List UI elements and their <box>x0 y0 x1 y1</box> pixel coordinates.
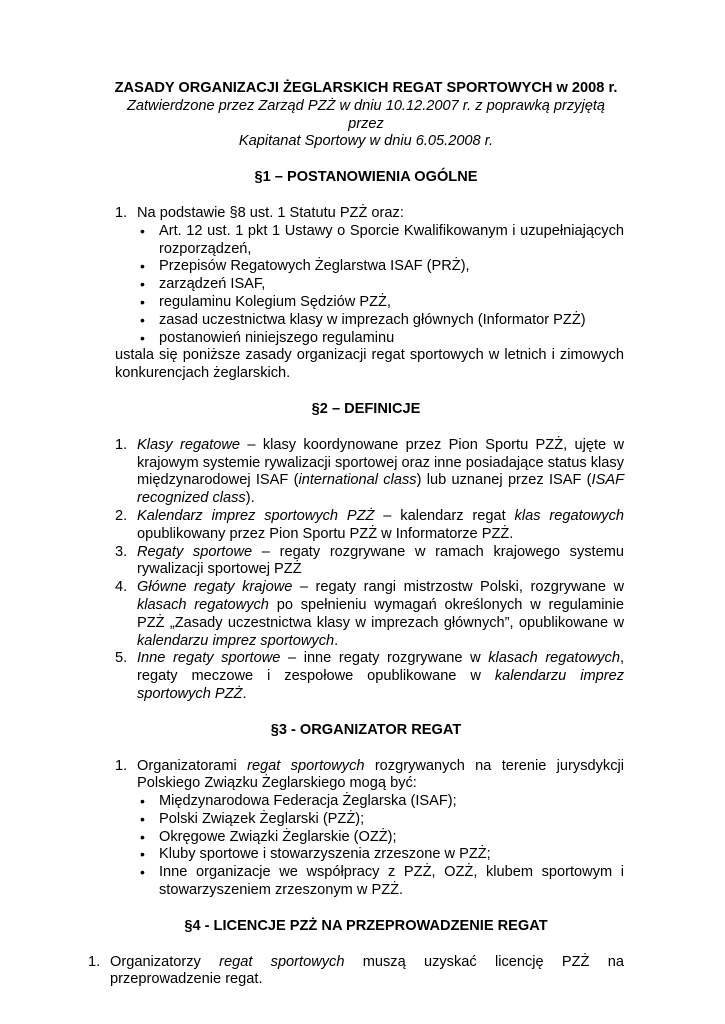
definition-text: – kalendarz regat <box>374 507 515 524</box>
list-number: 4. <box>115 579 128 596</box>
definition-text: . <box>242 685 247 702</box>
section-4-body <box>88 954 624 990</box>
term: Regaty sportowe <box>137 543 253 560</box>
term: klasach regatowych <box>137 596 269 613</box>
list-number: 5. <box>115 650 128 667</box>
bullet-item: • Okręgowe Związki Żeglarskie (OZŻ); <box>137 829 624 847</box>
definition-text: ) lub uznanej przez ISAF ( <box>416 472 592 489</box>
term: ISAF recognized class <box>137 472 624 507</box>
definition-item <box>115 650 624 703</box>
section-1-bullet-list <box>137 223 624 348</box>
section-1-heading: §1 – POSTANOWIENIA OGÓLNE <box>254 169 478 186</box>
section-2-definition-list <box>108 437 624 704</box>
section-4-item-1-text: Organizatorzy <box>110 953 220 970</box>
section-3-bullet-list <box>137 793 624 900</box>
term: Główne regaty krajowe <box>137 579 293 596</box>
definition-text: opublikowany przez Pion Sportu PZŻ w Informatorze PZŻ. <box>137 525 514 542</box>
definition-text: , regaty meczowe i zespołowe opublikowane w <box>137 650 625 685</box>
bullet-item: • zasad uczestnictwa klasy w imprezach głównych (Informator PZŻ) <box>137 312 624 330</box>
list-number: 2. <box>115 507 128 524</box>
definition-text: – klasy koordynowane przez Pion Sportu PZŻ, ujęte w krajowym systemie rywalizacji sportowej oraz inne posiadające status klasy międzynarodowej ISAF ( <box>137 436 624 489</box>
section-4-item-1 <box>88 954 624 990</box>
definition-text: – regaty rozgrywane w ramach krajowego systemu rywalizacji sportowej PZŻ <box>137 543 624 578</box>
list-number: 1. <box>88 953 101 970</box>
term: regat sportowych <box>219 953 345 970</box>
section-4-heading: §4 - LICENCJE PZŻ NA PRZEPROWADZENIE REGAT <box>184 917 548 934</box>
term: Klasy regatowe <box>137 436 241 453</box>
list-number: 1. <box>115 757 128 774</box>
list-number: 1. <box>115 204 128 221</box>
section-1-body <box>108 205 624 383</box>
section-3-item-1 <box>115 758 624 900</box>
bullet-item: • Inne organizacje we współpracy z PZŻ, OZŻ, klubem sportowym i stowarzyszeniem zrzeszonym w PZŻ. <box>137 864 624 900</box>
definition-text: – inne regaty rozgrywane w <box>280 650 489 667</box>
section-3-item-1-text: rozgrywanych na terenie jurysdykcji Polskiego Związku Żeglarskiego mogą być: <box>137 757 624 792</box>
section-4-item-1-text: muszą uzyskać licencję PZŻ na przeprowadzenie regat. <box>110 953 624 988</box>
bullet-item: • regulaminu Kolegium Sędziów PZŻ, <box>137 294 624 312</box>
section-1-closing-text: ustala się poniższe zasady organizacji regat sportowych w letnich i zimowych konkurencjach żeglarskich. <box>115 347 624 382</box>
definition-text: po spełnieniu wymagań określonych w regulaminie PZŻ „Zasady uczestnictwa klasy w imprezach głównych”, opublikowane w <box>137 596 625 631</box>
bullet-item: • Międzynarodowa Federacja Żeglarska (ISAF); <box>137 793 624 811</box>
term: kalendarzu imprez sportowych <box>137 632 335 649</box>
term: klasach regatowych <box>488 650 620 667</box>
term: kalendarzu imprez sportowych PZŻ <box>137 668 624 702</box>
bullet-item: • Art. 12 ust. 1 pkt 1 Ustawy o Sporcie Kwalifikowanym i uzupełniających rozporządzeń, <box>137 223 624 259</box>
bullet-item: • Przepisów Regatowych Żeglarstwa ISAF (PRŻ), <box>137 258 624 276</box>
definition-text: – regaty rangi mistrzostw Polski, rozgrywane w <box>292 579 624 596</box>
definition-text: ). <box>245 490 255 507</box>
bullet-item: • postanowień niniejszego regulaminu <box>137 330 624 348</box>
definition-item <box>115 544 624 580</box>
document-subtitle-line-2: Kapitanat Sportowy w dniu 6.05.2008 r. <box>238 133 494 150</box>
term: Kalendarz imprez sportowych PZŻ <box>137 507 375 524</box>
definition-text: . <box>334 632 339 649</box>
definition-item <box>115 437 624 508</box>
document-title: ZASADY ORGANIZACJI ŻEGLARSKICH REGAT SPORTOWYCH w 2008 r. <box>114 80 618 96</box>
section-3-item-1-text: Organizatorami <box>137 757 248 774</box>
section-3-heading: §3 - ORGANIZATOR REGAT <box>270 721 462 738</box>
bullet-item: • Kluby sportowe i stowarzyszenia zrzeszone w PZŻ; <box>137 846 624 864</box>
term: international class <box>298 472 417 489</box>
section-1-item-1-text: Na podstawie §8 ust. 1 Statutu PZŻ oraz: <box>137 204 404 221</box>
bullet-item: • Polski Związek Żeglarski (PZŻ); <box>137 811 624 829</box>
section-2-heading: §2 – DEFINICJE <box>311 400 421 417</box>
bullet-item: • zarządzeń ISAF, <box>137 276 624 294</box>
document-subtitle-line-1: Zatwierdzone przez Zarząd PZŻ w dniu 10.12.2007 r. z poprawką przyjętą przez <box>126 97 606 132</box>
term: Inne regaty sportowe <box>137 650 281 667</box>
section-1-item-1 <box>115 205 624 347</box>
section-3-body <box>108 758 624 900</box>
definition-item <box>115 579 624 650</box>
term: klas regatowych <box>514 507 624 524</box>
list-number: 1. <box>115 436 128 453</box>
definition-item <box>115 508 624 544</box>
term: regat sportowych <box>247 757 365 774</box>
list-number: 3. <box>115 543 128 560</box>
